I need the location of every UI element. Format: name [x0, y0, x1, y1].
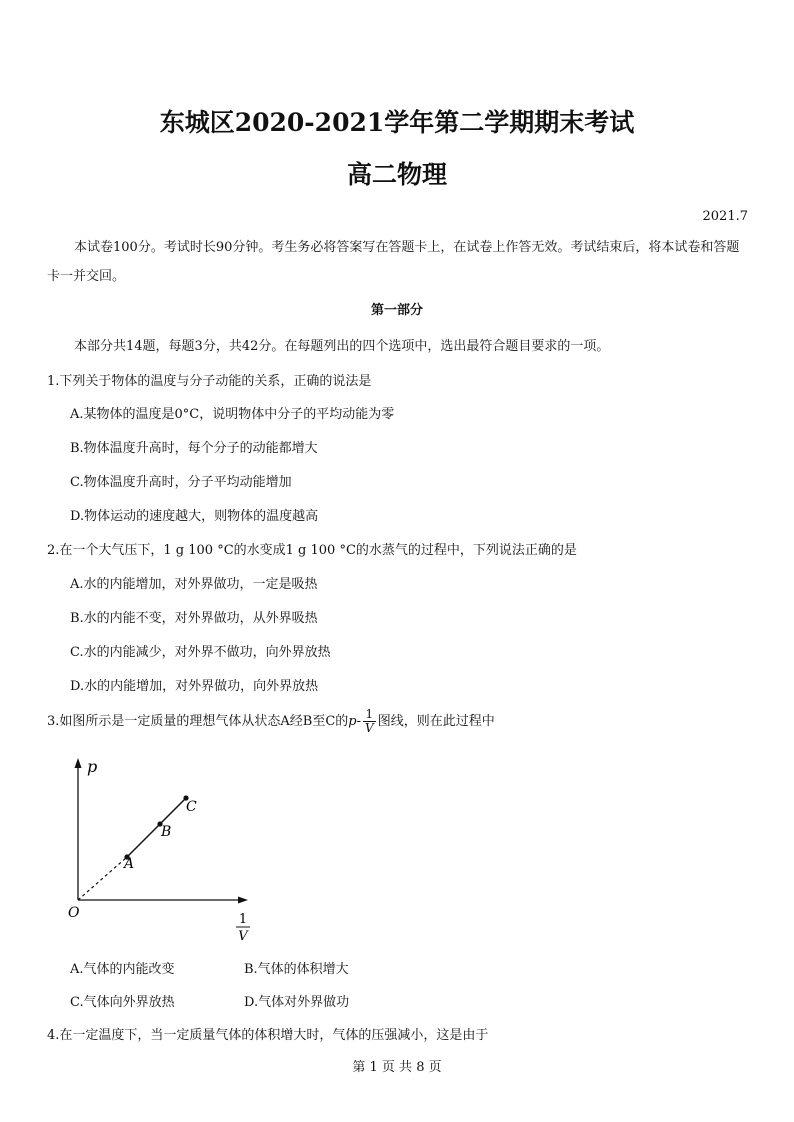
point-b-label: B [161, 824, 172, 840]
point-a-label: A [124, 856, 135, 872]
part-instructions: 本部分共14题，每题3分，共42分。在每题列出的四个选项中，选出最符合题目要求的一项。 [74, 339, 610, 354]
question-1-option-b: B.物体温度升高时，每个分子的动能都增大 [70, 441, 318, 456]
exam-instructions: 本试卷100分。考试时长90分钟。考生务必将答案写在答题卡上，在试卷上作答无效。考试结束后，将本试卷和答题卡一并交回。 [47, 240, 740, 284]
point-c-label: C [186, 799, 197, 815]
fraction-denominator: V [365, 721, 374, 735]
exam-date: 2021.7 [702, 209, 748, 224]
question-3-option-a: A.气体的内能改变 [70, 962, 175, 977]
exam-title: 东城区2020-2021学年第二学期期末考试 [159, 108, 635, 137]
question-1-option-d: D.物体运动的速度越大，则物体的温度越高 [70, 509, 319, 524]
fraction-numerator: 1 [363, 708, 376, 722]
question-3-stem [47, 708, 495, 735]
p-inverse-v-diagram [55, 750, 265, 950]
question-1-option-c: C.物体温度升高时，分子平均动能增加 [70, 475, 292, 490]
question-3-stem-fraction [363, 708, 376, 735]
question-1-option-a: A.某物体的温度是0°C，说明物体中分子的平均动能为零 [70, 407, 395, 422]
y-axis-label: p [87, 757, 98, 776]
question-2-option-d: D.水的内能增加，对外界做功，向外界放热 [70, 679, 319, 694]
x-axis-label-numerator: 1 [238, 912, 248, 927]
part-heading: 第一部分 [370, 303, 423, 318]
question-3-stem-suffix: 图线，则在此过程中 [377, 714, 495, 729]
question-3-stem-p: p [348, 714, 357, 729]
question-3-option-c: C.气体向外界放热 [70, 995, 175, 1010]
question-4-stem: 4.在一定温度下，当一定质量气体的体积增大时，气体的压强减小，这是由于 [47, 1028, 489, 1043]
question-3-option-b: B.气体的体积增大 [244, 962, 349, 977]
dashed-extension-line [78, 857, 127, 900]
question-3-stem-prefix: 3.如图所示是一定质量的理想气体从状态A经B至C的 [47, 714, 349, 729]
process-line-a-to-c [127, 798, 186, 857]
question-1-stem: 1.下列关于物体的温度与分子动能的关系，正确的说法是 [47, 374, 372, 389]
question-2-stem: 2.在一个大气压下，1 g 100 °C的水变成1 g 100 °C的水蒸气的过程中，下列说法正确的是 [47, 543, 577, 558]
question-2-option-b: B.水的内能不变，对外界做功，从外界吸热 [70, 611, 318, 626]
x-axis-arrow-icon [238, 897, 248, 904]
question-3-stem-dash: - [356, 714, 362, 729]
question-2-option-a: A.水的内能增加，对外界做功，一定是吸热 [70, 577, 318, 592]
question-2-option-c: C.水的内能减少，对外界不做功，向外界放热 [70, 645, 331, 660]
question-3-option-d: D.气体对外界做功 [244, 995, 350, 1010]
exam-subject: 高二物理 [346, 160, 447, 189]
x-axis-label-denominator: V [238, 929, 248, 944]
page-footer: 第 1 页 共 8 页 [352, 1060, 442, 1075]
y-axis-arrow-icon [75, 758, 82, 768]
origin-label: O [68, 905, 80, 921]
